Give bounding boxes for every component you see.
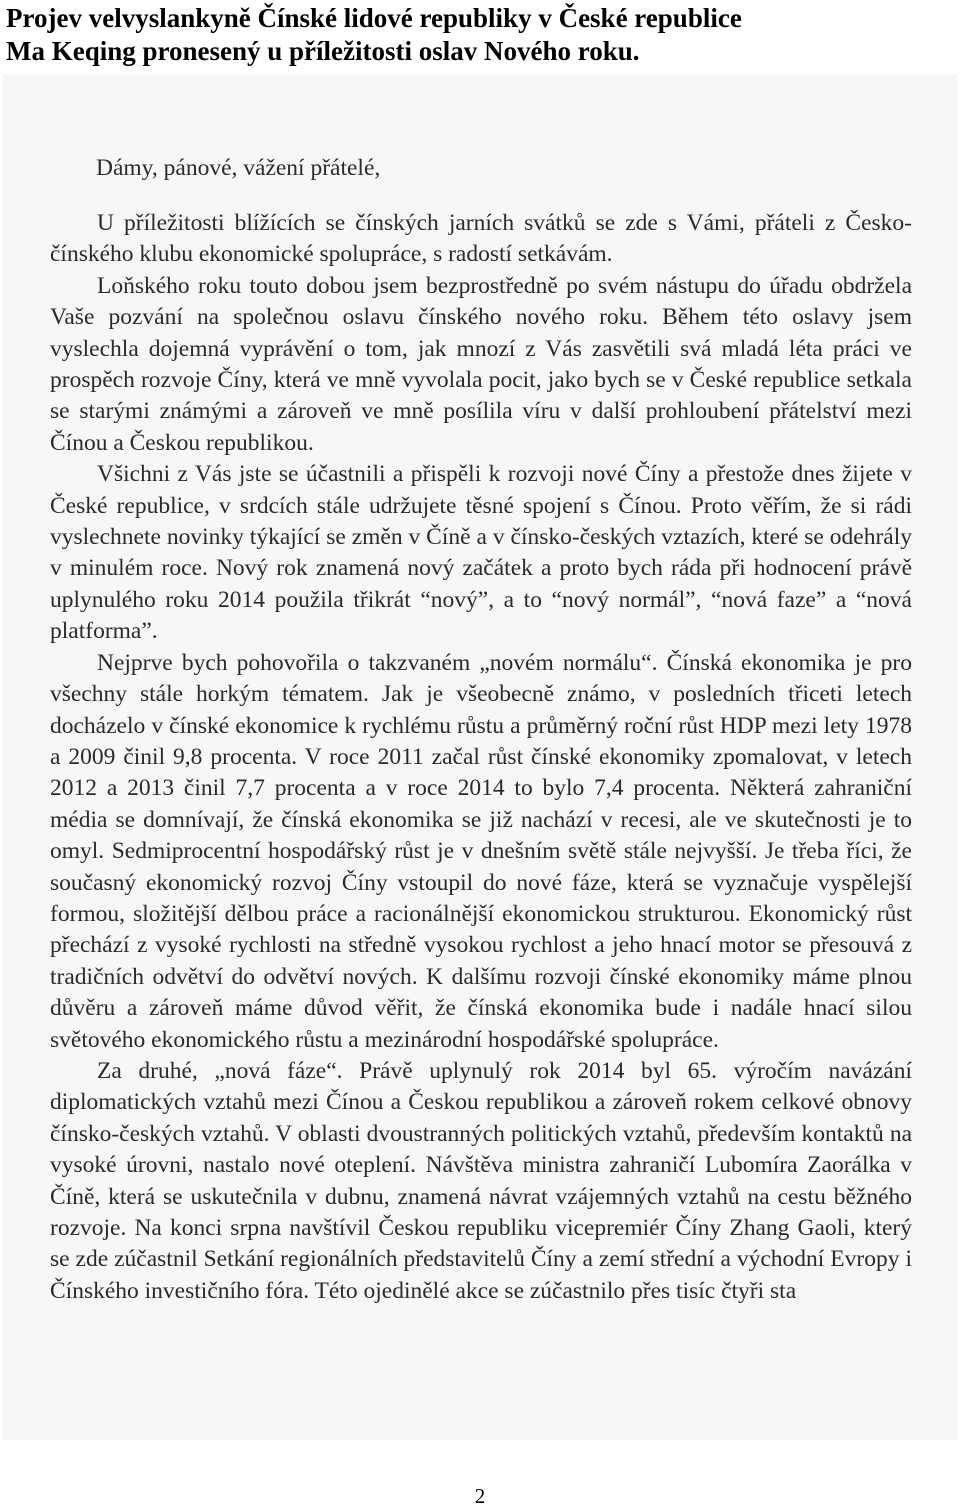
title-line-2: Ma Keqing pronesený u příležitosti oslav Nového roku. (6, 36, 640, 66)
paragraph: Všichni z Vás jste se účastnili a přispěli k rozvoji nové Číny a přestože dnes žijete v České republice, v srdcích stále udržujete těsné spojení s Čínou. Proto věřím, že si rádi vyslechnete novinky týkající se změn v Číně a v čínsko-českých vztazích, které se odehrály v minulém roce. Nový rok znamená nový začátek a proto bych ráda při hodnocení právě uplynulého roku 2014 použila třikrát “nový”, a to “nový normál”, “nová faze” a “nová platforma”. (50, 461, 912, 645)
paragraph: Loňského roku touto dobou jsem bezprostředně po svém nástupu do úřadu obdržela Vaše pozvání na společnou oslavu čínského nového roku. Během této oslavy jsem vyslechla dojemná vyprávění o tom, jak mnozí z Vás zasvětili svá mladá léta práci ve prospěch rozvoje Číny, která ve mně vyvolala pocit, jako bych se v České republice setkala se starými známými a zároveň ve mně posílila víru v další prohloubení přátelství mezi Čínou a Českou republikou. (50, 272, 912, 456)
paragraph: Za druhé, „nová fáze“. Právě uplynulý rok 2014 byl 65. výročím navázání diplomatických vztahů mezi Čínou a Českou republikou a zároveň rokem celkové obnovy čínsko-českých vztahů. V oblasti dvoustranných politických vztahů, především kontaktů na vysoké úrovni, nastalo nové oteplení. Návštěva ministra zahraničí Lubomíra Zaorálka v Číně, která se uskutečnila v dubnu, znamená návrat vzájemných vztahů na cestu běžného rozvoje. Na konci srpna navštívil Českou republiku vicepremiér Číny Zhang Gaoli, který se zde zúčastnil Setkání regionálních představitelů Číny a zemí střední a východní Evropy i Čínského investičního fóra. Této ojedinělé akce se zúčastnilo přes tisíc čtyři sta (50, 1057, 912, 1304)
paragraph: Nejprve bych pohovořila o takzvaném „novém normálu“. Čínská ekonomika je pro všechny stále horkým tématem. Jak je všeobecně známo, v posledních třiceti letech docházelo v čínské ekonomice k rychlému růstu a průměrný roční růst HDP mezi lety 1978 a 2009 činil 9,8 procenta. V roce 2011 začal růst čínské ekonomiky zpomalovat, v letech 2012 a 2013 činil 7,7 procenta a v roce 2014 to bylo 7,4 procenta. Některá zahraniční média se domnívají, že čínská ekonomika se již nachází v recesi, ale ve skutečnosti je to omyl. Sedmiprocentní hospodářský růst je v dnešním světě stále nejvyšší. Je třeba říci, že současný ekonomický rozvoj Číny vstoupil do nové fáze, která se vyznačuje vyspělejší formou, složitější dělbou práce a racionálnější ekonomickou strukturou. Ekonomický růst přechází z vysoké rychlosti na středně vysokou rychlost a jeho hnací motor se přesouvá z tradičních odvětví do odvětví nových. K dalšímu rozvoji čínské ekonomiky máme plnou důvěru a zároveň máme důvod věřit, že čínská ekonomika bude i nadále hnací silou světového ekonomického růstu a mezinárodní hospodářské spolupráce. (50, 649, 912, 1053)
page-number: 2 (474, 1484, 486, 1508)
document-title (6, 2, 946, 68)
paragraph: U příležitosti blížících se čínských jarních svátků se zde s Vámi, přáteli z Česko-čínského klubu ekonomické spolupráce, s radostí setkávám. (50, 210, 912, 268)
title-line-1: Projev velvyslankyně Čínské lidové republiky v České republice (6, 3, 742, 33)
letter-body (50, 208, 912, 1307)
letter-greeting: Dámy, pánové, vážení přátelé, (96, 155, 381, 181)
